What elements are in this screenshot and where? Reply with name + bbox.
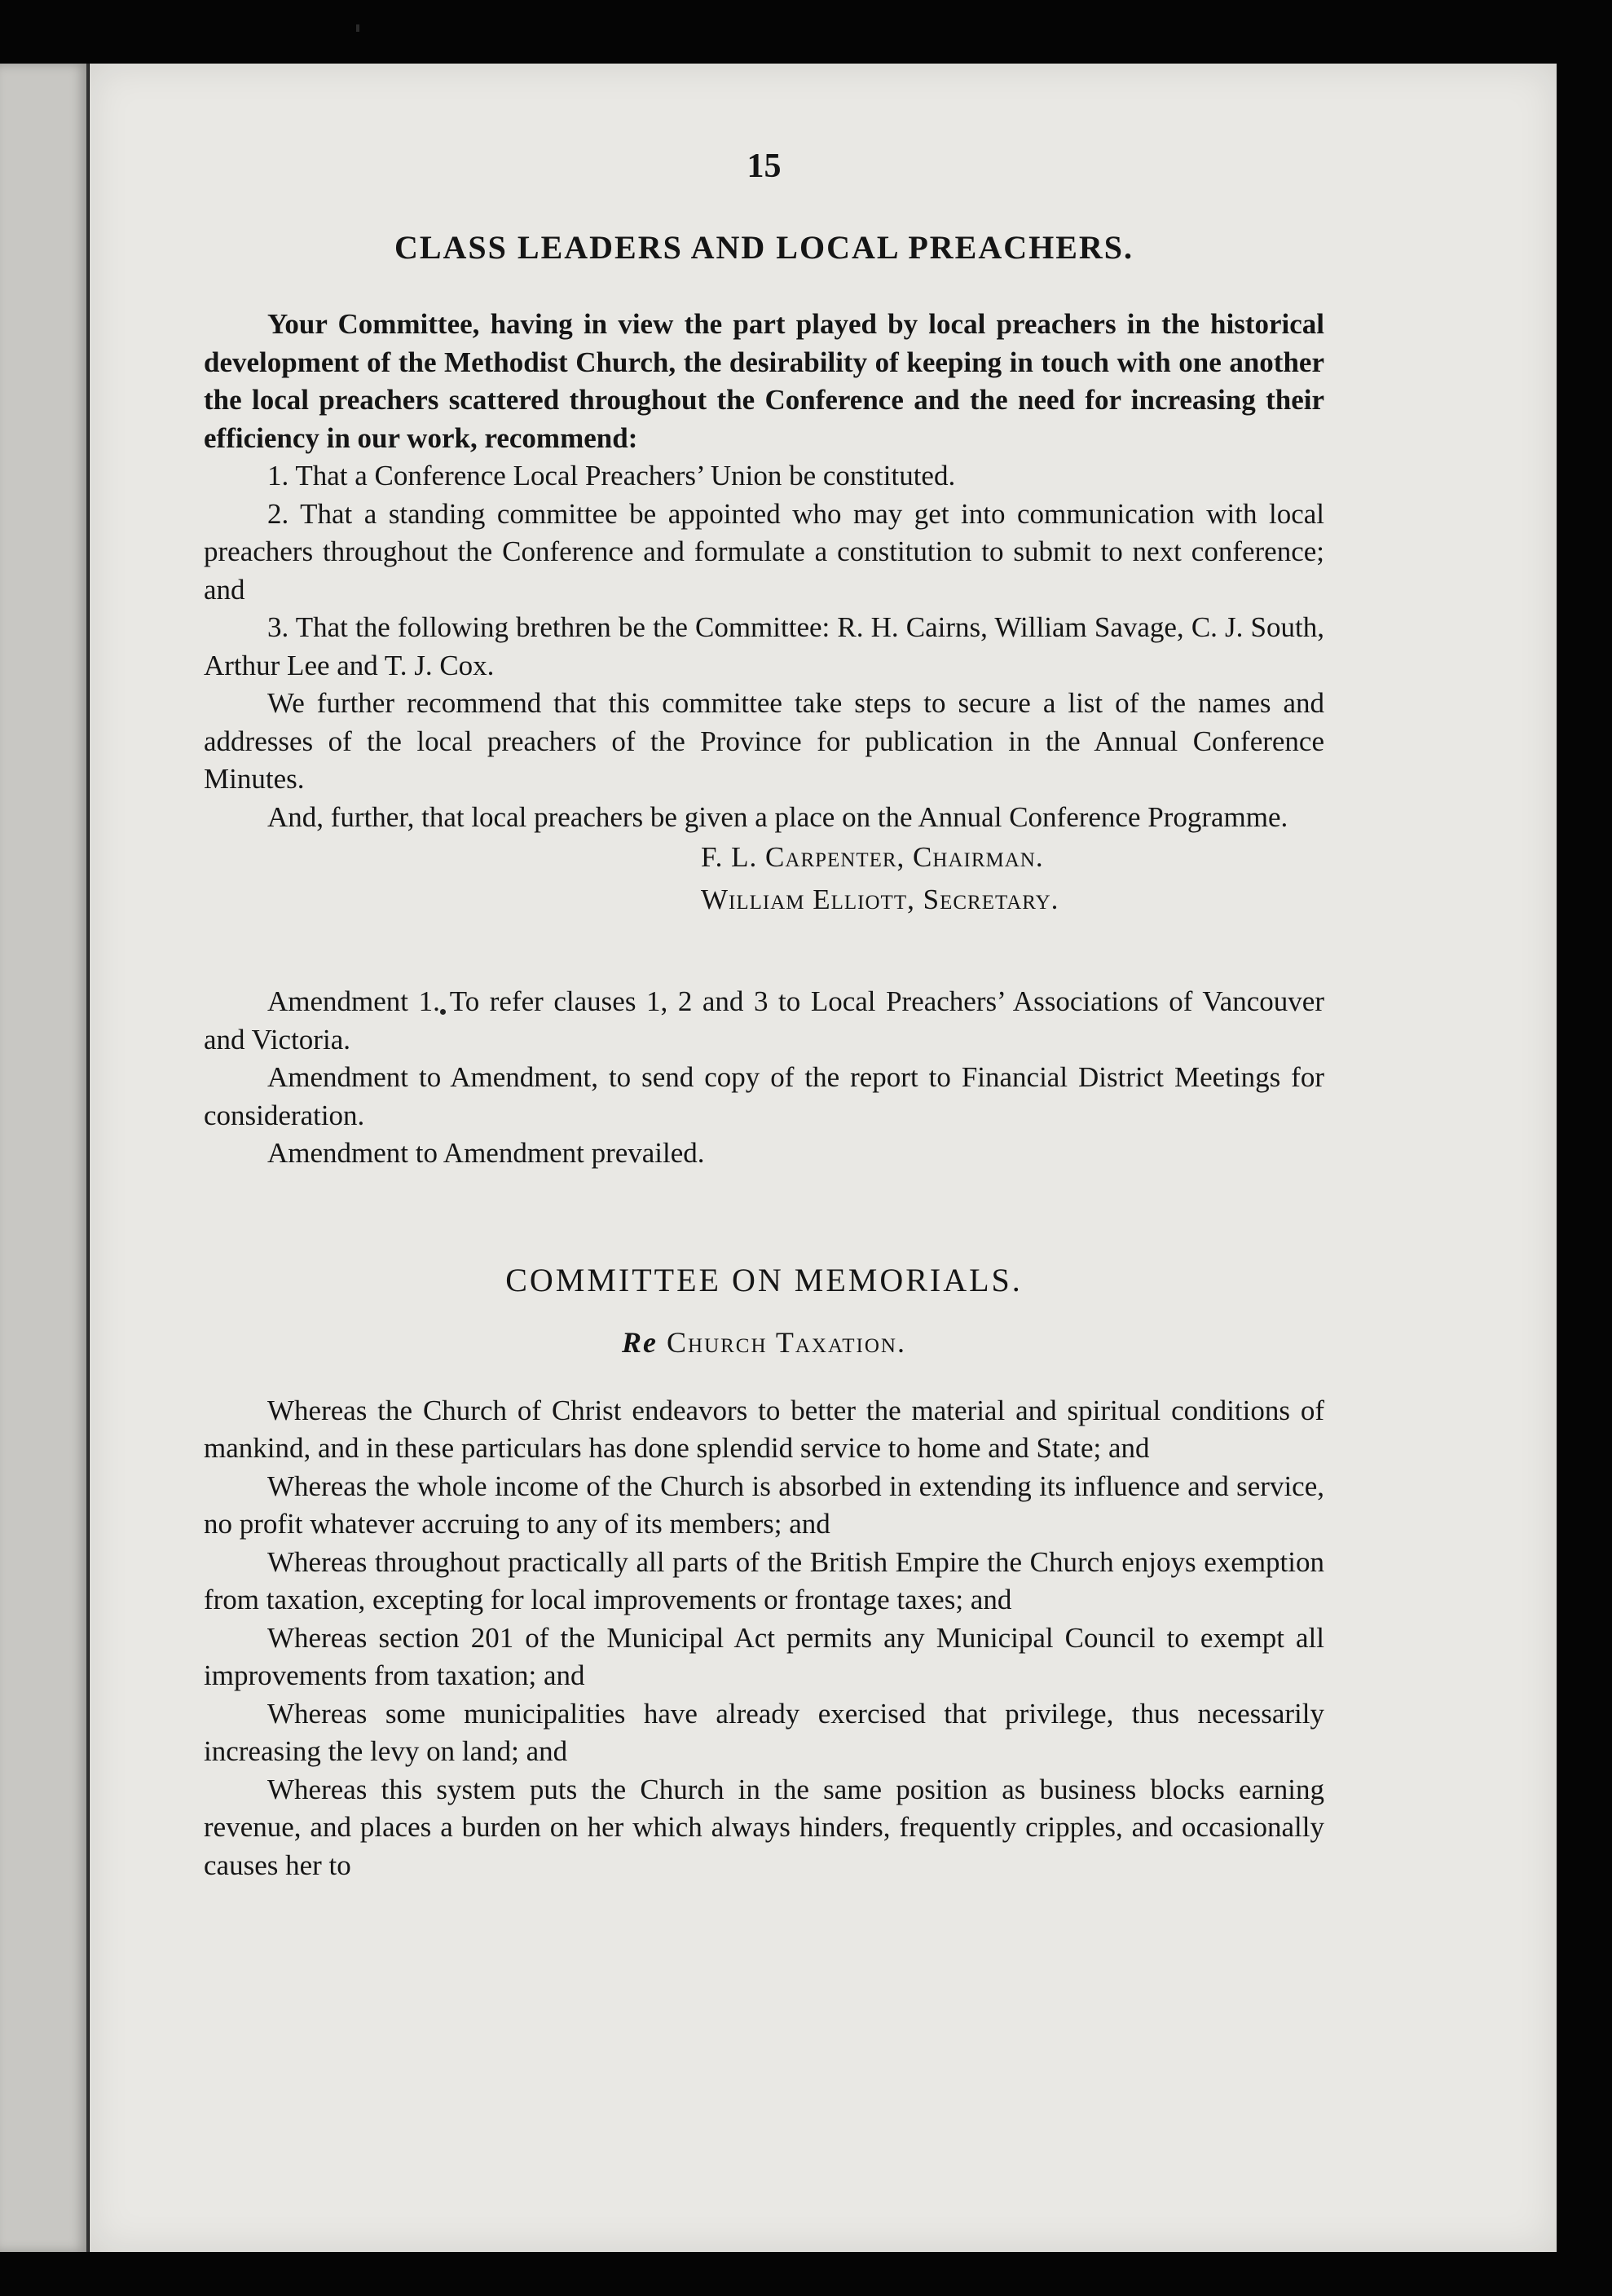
amendment-1: Amendment 1. To refer clauses 1, 2 and 3 to Local Preachers’ Associations of Vancouver and Victoria. bbox=[204, 985, 1324, 1055]
page-content bbox=[204, 147, 1324, 1884]
recommendation-item-2: 2. That a standing committee be appointed who may get into communication with local preachers throughout the Conference and formulate a constitution to submit to next conference; and bbox=[204, 497, 1324, 606]
signature-secretary: William Elliott, Secretary. bbox=[701, 884, 1059, 915]
whereas-paragraph-6: Whereas this system puts the Church in the same position as business blocks earning revenue, and places a burden on her which always hinders, frequently cripples, and occasionally causes her to bbox=[204, 1773, 1324, 1881]
page-left-edge bbox=[86, 64, 89, 2252]
scan-mark bbox=[356, 24, 359, 32]
memorial-subtitle bbox=[204, 1325, 1324, 1360]
subtitle-re: Re bbox=[622, 1325, 658, 1359]
whereas-paragraph-4: Whereas section 201 of the Municipal Act permits any Municipal Council to exempt all improvements from taxation; and bbox=[204, 1621, 1324, 1691]
signature-chairman: F. L. Carpenter, Chairman. bbox=[701, 841, 1044, 873]
committee-intro-paragraph: Your Committee, having in view the part played by local preachers in the historical development of the Methodist Church, the desirability of keeping in touch with one another the local preachers scattered throughout the Conference and the need for increasing their efficiency in our work, recommend: bbox=[204, 308, 1324, 454]
section-title-memorials: COMMITTEE ON MEMORIALS. bbox=[505, 1261, 1023, 1298]
recommendation-item-1: 1. That a Conference Local Preachers’ Union be constituted. bbox=[267, 460, 956, 491]
amendment-to-amendment: Amendment to Amendment, to send copy of the report to Financial District Meetings for consideration. bbox=[204, 1061, 1324, 1131]
recommendation-item-3: 3. That the following brethren be the Committee: R. H. Cairns, William Savage, C. J. South, Arthur Lee and T. J. Cox. bbox=[204, 611, 1324, 681]
further-recommendation-paragraph: We further recommend that this committee take steps to secure a list of the names and addresses of the local preachers of the Province for publication in the Annual Conference Minutes. bbox=[204, 687, 1324, 795]
subtitle-church-taxation: Church Taxation. bbox=[667, 1325, 906, 1359]
amendment-result: Amendment to Amendment prevailed. bbox=[267, 1137, 705, 1169]
whereas-paragraph-2: Whereas the whole income of the Church is absorbed in extending its influence and service, no profit whatever accruing to any of its members; and bbox=[204, 1470, 1324, 1540]
whereas-paragraph-3: Whereas throughout practically all parts of the British Empire the Church enjoys exemption from taxation, excepting for local improvements or frontage taxes; and bbox=[204, 1545, 1324, 1615]
whereas-paragraph-5: Whereas some municipalities have already exercised that privilege, thus necessarily increasing the levy on land; and bbox=[204, 1697, 1324, 1767]
page-number: 15 bbox=[747, 148, 782, 185]
programme-paragraph: And, further, that local preachers be given a place on the Annual Conference Programme. bbox=[267, 800, 1288, 833]
adjacent-page-strip bbox=[0, 64, 88, 2252]
section-title-class-leaders: CLASS LEADERS AND LOCAL PREACHERS. bbox=[394, 229, 1134, 266]
whereas-paragraph-1: Whereas the Church of Christ endeavors to better the material and spiritual conditions of mankind, and in these particulars has done splendid service to home and State; and bbox=[204, 1394, 1324, 1464]
